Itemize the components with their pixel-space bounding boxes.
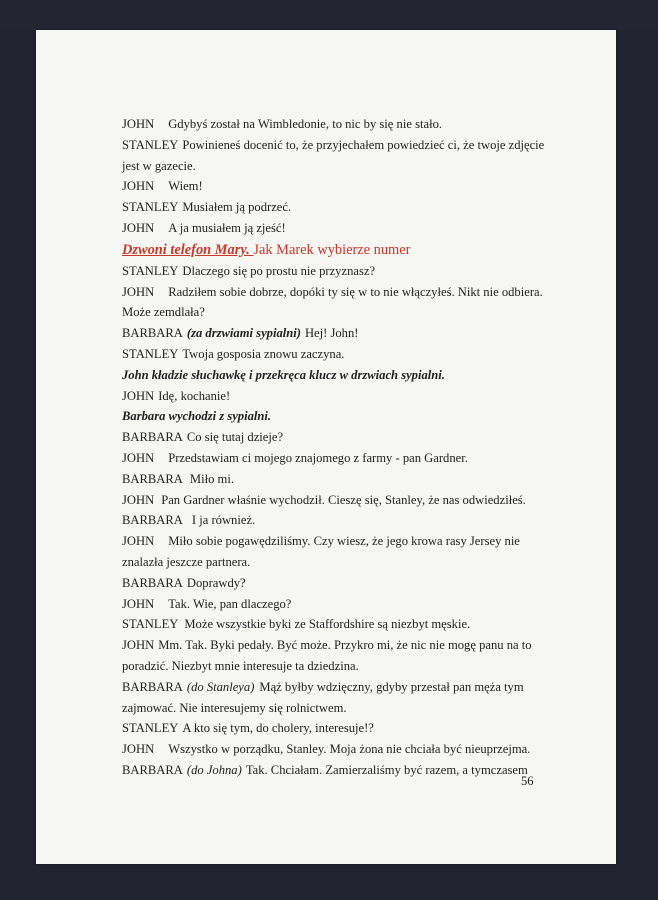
- scan-edge: [0, 0, 658, 30]
- dialogue-text: Doprawdy?: [186, 575, 246, 590]
- dialogue-line: [122, 614, 562, 635]
- speaker-name: BARBARA: [122, 430, 183, 445]
- dialogue-text: Musiałem ją podrzeć.: [182, 200, 292, 215]
- stage-direction: John kładzie słuchawkę i przekręca klucz w drzwiach sypialni.: [122, 367, 445, 382]
- speaker-name: BARBARA: [122, 575, 183, 590]
- dialogue-text: Idę, kochanie!: [158, 388, 231, 403]
- dialogue-line: [122, 218, 562, 239]
- dialogue-line: [122, 344, 562, 365]
- sound-cue: Dzwoni telefon Mary.: [122, 241, 254, 258]
- speaker-name: JOHN: [122, 638, 155, 653]
- dialogue-line: [122, 386, 562, 407]
- dialogue-text: A ja musiałem ją zjeść!: [168, 220, 286, 235]
- dialogue-continuation: [122, 656, 562, 677]
- speaker-name: STANLEY: [122, 200, 179, 215]
- speaker-name: JOHN: [122, 492, 155, 507]
- stage-direction: Barbara wychodzi z sypialni.: [122, 409, 272, 424]
- dialogue-line: [122, 261, 562, 282]
- dialogue-text: Mąż byłby wdzięczny, gdyby przestał pan męża tym: [259, 679, 524, 694]
- dialogue-text: Pan Gardner właśnie wychodził. Cieszę się, Stanley, że nas odwiedziłeś.: [161, 492, 526, 507]
- page-number: 56: [521, 774, 534, 788]
- dialogue-text: poradzić. Niezbyt mnie interesuje ta dziedzina.: [122, 658, 359, 673]
- speaker-name: JOHN: [122, 284, 155, 299]
- dialogue-text: Radziłem sobie dobrze, dopóki ty się w to nie włączyłeś. Nikt nie odbiera.: [168, 284, 543, 299]
- dialogue-line: [122, 469, 562, 490]
- speaker-name: JOHN: [122, 179, 155, 194]
- dialogue-line: [122, 573, 562, 594]
- speaker-name: JOHN: [122, 534, 155, 549]
- dialogue-line: [122, 677, 562, 698]
- dialogue-continuation: [122, 698, 562, 719]
- dialogue-text: Tak. Wie, pan dlaczego?: [168, 596, 292, 611]
- speaker-name: STANLEY: [122, 721, 179, 736]
- speaker-name: STANLEY: [122, 263, 179, 278]
- dialogue-line: [122, 323, 562, 344]
- dialogue-line: [122, 760, 562, 781]
- dialogue-line: [122, 427, 562, 448]
- speaker-name: JOHN: [122, 220, 155, 235]
- stage-direction-line: [122, 406, 562, 427]
- dialogue-line: [122, 718, 562, 739]
- dialogue-line: [122, 594, 562, 615]
- dialogue-line: [122, 197, 562, 218]
- dialogue-text: Wszystko w porządku, Stanley. Moja żona nie chciała być nieuprzejma.: [168, 742, 531, 757]
- dialogue-continuation: [122, 302, 562, 323]
- speaker-name: JOHN: [122, 742, 155, 757]
- speaker-name: BARBARA: [122, 679, 183, 694]
- dialogue-text: Może zemdlała?: [122, 305, 205, 320]
- dialogue-text: Twoja gosposia znowu zaczyna.: [182, 346, 345, 361]
- speaker-name: JOHN: [122, 596, 155, 611]
- dialogue-line: [122, 635, 562, 656]
- script-text: [122, 114, 562, 781]
- dialogue-text: Powinieneś docenić to, że przyjechałem powiedzieć ci, że twoje zdjęcie: [182, 137, 545, 152]
- dialogue-line: [122, 531, 562, 552]
- dialogue-text: Gdybyś został na Wimbledonie, to nic by się nie stało.: [168, 117, 443, 131]
- dialogue-text: jest w gazecie.: [122, 158, 196, 173]
- script-page: [36, 30, 616, 864]
- dialogue-text: Miło mi.: [189, 471, 234, 486]
- dialogue-text: I ja również.: [191, 513, 256, 528]
- dialogue-text: Tak. Chciałam. Zamierzaliśmy być razem, a tymczasem: [245, 762, 528, 777]
- dialogue-text: zajmować. Nie interesujemy się rolnictwem.: [122, 700, 347, 715]
- dialogue-text: Dlaczego się po prostu nie przyznasz?: [182, 263, 376, 278]
- dialogue-text: Mm. Tak. Byki pedały. Być może. Przykro mi, że nic nie mogę panu na to: [158, 638, 532, 653]
- speaker-name: STANLEY: [122, 617, 179, 632]
- dialogue-line: [122, 739, 562, 760]
- dialogue-text: znalazła jeszcze partnera.: [122, 554, 251, 569]
- speaker-name: JOHN: [122, 117, 155, 131]
- speaker-name: STANLEY: [122, 346, 179, 361]
- speaker-name: BARBARA: [122, 762, 183, 777]
- director-note: Jak Marek wybierze numer: [253, 241, 411, 258]
- dialogue-line: [122, 282, 562, 303]
- dialogue-text: Hej! John!: [304, 326, 359, 341]
- dialogue-continuation: [122, 156, 562, 177]
- speaker-name: JOHN: [122, 450, 155, 465]
- dialogue-line: [122, 176, 562, 197]
- speaker-name: JOHN: [122, 388, 155, 403]
- dialogue-line: [122, 448, 562, 469]
- dialogue-text: Miło sobie pogawędziliśmy. Czy wiesz, że jego krowa rasy Jersey nie: [168, 534, 520, 549]
- speaker-name: BARBARA: [122, 513, 183, 528]
- dialogue-text: A kto się tym, do cholery, interesuje!?: [182, 721, 374, 736]
- sound-cue-line: [122, 239, 562, 261]
- dialogue-text: Co się tutaj dzieje?: [186, 430, 284, 445]
- dialogue-text: Może wszystkie byki ze Staffordshire są niezbyt męskie.: [184, 617, 471, 632]
- speaker-name: BARBARA: [122, 326, 183, 341]
- dialogue-text: Przedstawiam ci mojego znajomego z farmy - pan Gardner.: [168, 450, 468, 465]
- stage-direction: (do Stanleya): [186, 679, 255, 694]
- dialogue-text: Wiem!: [168, 179, 203, 194]
- dialogue-line: [122, 490, 562, 511]
- speaker-name: STANLEY: [122, 137, 179, 152]
- dialogue-line: [122, 114, 562, 135]
- dialogue-continuation: [122, 552, 562, 573]
- speaker-name: BARBARA: [122, 471, 183, 486]
- dialogue-line: [122, 135, 562, 156]
- stage-direction-line: [122, 365, 562, 386]
- stage-direction: (do Johna): [186, 762, 242, 777]
- stage-direction: (za drzwiami sypialni): [186, 326, 301, 341]
- dialogue-line: [122, 510, 562, 531]
